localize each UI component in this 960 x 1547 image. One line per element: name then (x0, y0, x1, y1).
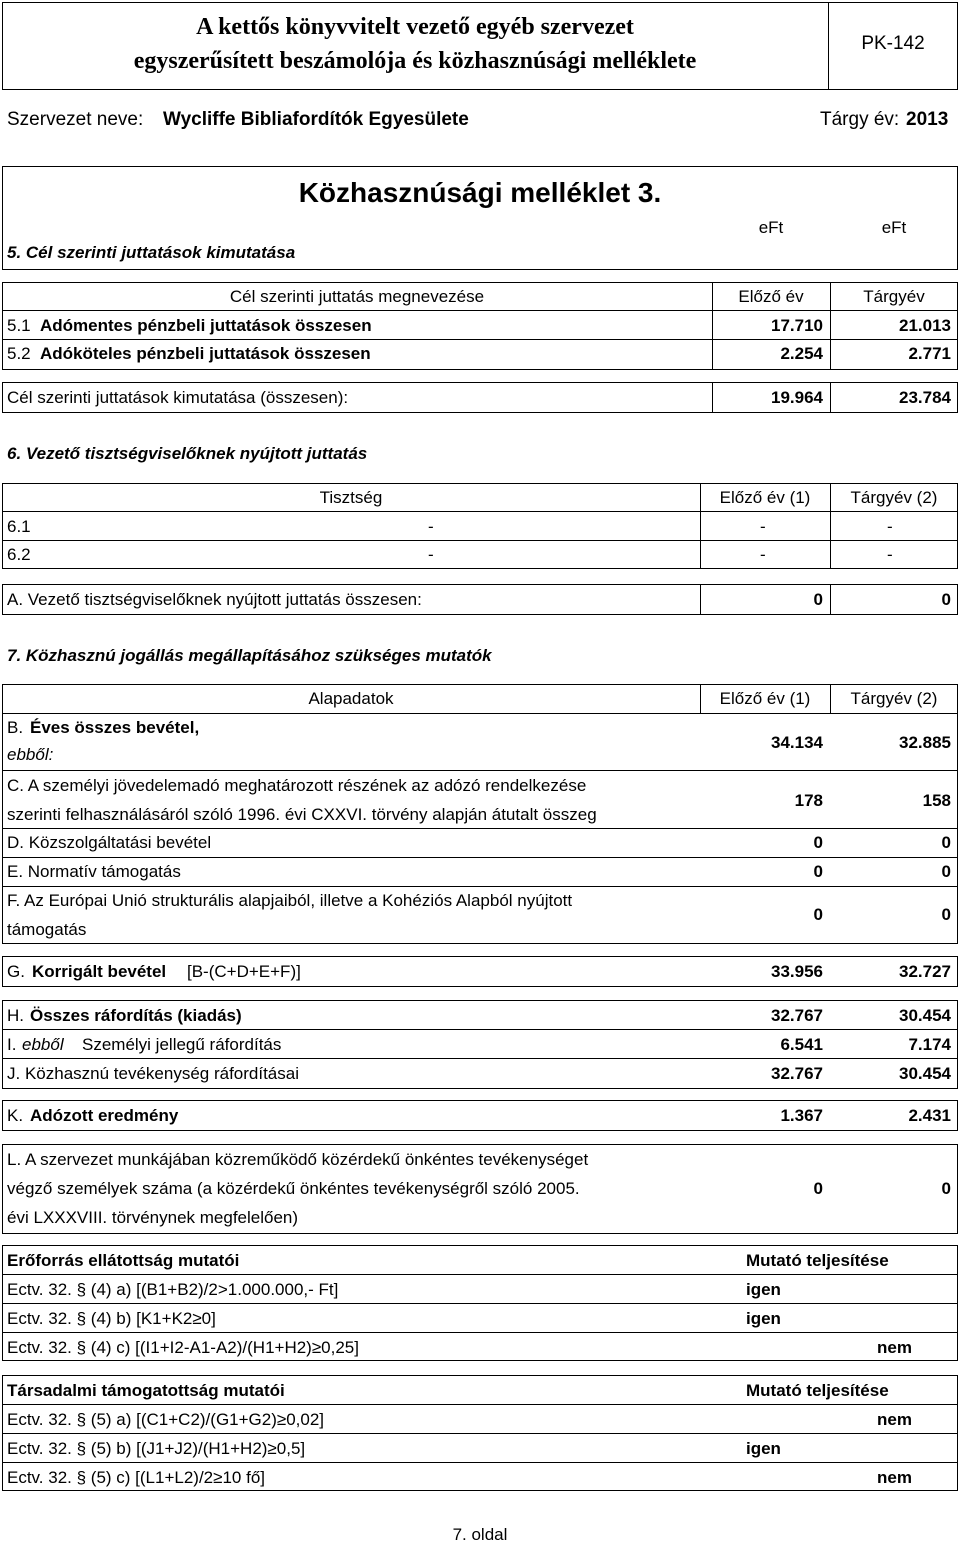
social-title: Társadalmi támogatottság mutatói (7, 1381, 285, 1400)
social-line3 (2, 1462, 958, 1463)
row-b-code: B. (7, 718, 24, 737)
row-l-prev: 0 (813, 1179, 823, 1198)
section5-total-label: Cél szerinti juttatások kimutatása (összesen): (7, 388, 349, 407)
row-i-code: I. (7, 1035, 17, 1054)
section5-col-name: Cél szerinti juttatás megnevezése (229, 287, 485, 306)
social-row-b-label: Ectv. 32. § (5) b) [(J1+J2)/(H1+H2)≥0,5] (7, 1439, 306, 1458)
resource-row-c-label: Ectv. 32. § (4) c) [(I1+I2-A1-A2)/(H1+H2)≥0,25] (7, 1338, 359, 1357)
resource-row-a-prev: igen (746, 1280, 781, 1299)
row-g-label: Korrigált bevétel (32, 962, 167, 981)
row-b-label: Éves összes bevétel, (30, 718, 200, 737)
section7-col-curr: Tárgyév (2) (850, 689, 938, 708)
row-b-prev: 34.134 (771, 733, 823, 752)
row-6-2-curr: - (887, 545, 893, 564)
row-6-2-name: - (428, 545, 434, 564)
row-5-1-curr: 21.013 (899, 316, 951, 335)
section7-col-prev: Előző év (1) (719, 689, 811, 708)
row-f-curr: 0 (941, 905, 951, 924)
section6-col-name: Tisztség (319, 488, 383, 507)
unit-eft-prev: eFt (758, 218, 784, 237)
row-i-curr: 7.174 (908, 1035, 951, 1054)
s7-line-header (2, 713, 958, 714)
organization-name: Wycliffe Bibliafordítók Egyesülete (163, 109, 469, 130)
row-j-prev: 32.767 (771, 1064, 823, 1083)
form-code: PK-142 (861, 33, 925, 54)
section6-header-line (2, 511, 958, 512)
section5-header-line (2, 310, 958, 311)
row-j-curr: 30.454 (899, 1064, 951, 1083)
row-c-line2: szerinti felhasználásáról szóló 1996. évi CXXVI. törvény alapján átutalt összeg (7, 805, 597, 824)
row-5-1-label: Adómentes pénzbeli juttatások összesen (40, 316, 372, 335)
resource-row-a-label: Ectv. 32. § (4) a) [(B1+B2)/2>1.000.000,- Ft] (7, 1280, 339, 1299)
row-5-2-curr: 2.771 (908, 344, 951, 363)
row-5-1-prev: 17.710 (771, 316, 823, 335)
section6-col-prev: Előző év (1) (719, 488, 811, 507)
section5-total-curr: 23.784 (899, 388, 951, 407)
s7-line-d (2, 857, 958, 858)
section7-col-name: Alapadatok (308, 689, 394, 708)
section5-col-prev: Előző év (738, 287, 804, 306)
document-title-line2: egyszerűsített beszámolója és közhasznúsági melléklete (133, 48, 697, 74)
row-l-line1: L. A szervezet munkájában közreműködő közérdekű önkéntes tevékenységet (7, 1150, 589, 1169)
resource-line2 (2, 1303, 958, 1304)
row-l-curr: 0 (941, 1179, 951, 1198)
row-5-2-code: 5.2 (7, 344, 31, 363)
row-g-formula: [B-(C+D+E+F)] (187, 962, 301, 981)
resource-line3 (2, 1332, 958, 1333)
annex-title: Közhasznúsági melléklet 3. (298, 177, 662, 208)
section5-col-curr: Tárgyév (863, 287, 925, 306)
s7-line-e (2, 886, 958, 887)
row-l-line3: évi LXXXVIII. törvénynek megfelelően) (7, 1208, 299, 1227)
year-value: 2013 (906, 109, 949, 130)
row-h-prev: 32.767 (771, 1006, 823, 1025)
social-line1 (2, 1404, 958, 1405)
row-k-curr: 2.431 (908, 1106, 951, 1125)
row-g-curr: 32.727 (899, 962, 951, 981)
row-e-curr: 0 (941, 862, 951, 881)
row-g-code: G. (7, 962, 25, 981)
row-6-1-curr: - (887, 517, 893, 536)
row-f-prev: 0 (813, 905, 823, 924)
row-k-prev: 1.367 (780, 1106, 823, 1125)
row-6-1-prev: - (760, 517, 766, 536)
social-row-a-curr: nem (877, 1410, 912, 1429)
row-i-line (2, 1058, 958, 1059)
row-h-curr: 30.454 (899, 1006, 951, 1025)
social-row-a-label: Ectv. 32. § (5) a) [(C1+C2)/(G1+G2)≥0,02] (7, 1410, 325, 1429)
row-f-line1: F. Az Európai Unió strukturális alapjaiból, illetve a Kohéziós Alapból nyújtott (7, 891, 573, 910)
row-d-label: D. Közszolgáltatási bevétel (7, 833, 212, 852)
row-5-1-code: 5.1 (7, 316, 31, 335)
row-k-label: Adózott eredmény (30, 1106, 179, 1125)
section7-title: 7. Közhasznú jogállás megállapításához szükséges mutatók (7, 646, 492, 665)
section6-total-label: A. Vezető tisztségviselőknek nyújtott juttatás összesen: (7, 590, 422, 609)
row-g-prev: 33.956 (771, 962, 823, 981)
row-h-label: Összes ráfordítás (kiadás) (30, 1006, 242, 1025)
social-row-b-prev: igen (746, 1439, 781, 1458)
page-number: 7. oldal (452, 1525, 508, 1544)
social-row-c-label: Ectv. 32. § (5) c) [(L1+L2)/2≥10 fő] (7, 1468, 265, 1487)
social-col: Mutató teljesítése (746, 1381, 889, 1400)
section5-title: 5. Cél szerinti juttatások kimutatása (7, 243, 296, 262)
organization-label: Szervezet neve: (7, 109, 144, 130)
row-i-label: Személyi jellegű ráfordítás (82, 1035, 282, 1054)
section5-row-line (2, 339, 958, 340)
row-l-line2: végző személyek száma (a közérdekű önkéntes tevékenységről szóló 2005. (7, 1179, 580, 1198)
section5-total-prev: 19.964 (771, 388, 823, 407)
row-h-line (2, 1029, 958, 1030)
social-row-c-curr: nem (877, 1468, 912, 1487)
row-c-line1: C. A személyi jövedelemadó meghatározott részének az adózó rendelkezése (7, 776, 587, 795)
row-d-prev: 0 (813, 833, 823, 852)
row-c-curr: 158 (922, 791, 951, 810)
row-6-2-code: 6.2 (7, 545, 31, 564)
row-5-2-prev: 2.254 (780, 344, 823, 363)
s7-line-c (2, 828, 958, 829)
row-e-label: E. Normatív támogatás (7, 862, 181, 881)
row-b-curr: 32.885 (899, 733, 951, 752)
row-j-label: J. Közhasznú tevékenység ráfordításai (7, 1064, 299, 1083)
resource-title: Erőforrás ellátottság mutatói (7, 1251, 240, 1270)
section6-total-prev: 0 (813, 590, 823, 609)
row-i-prev: 6.541 (780, 1035, 823, 1054)
row-i-label-italic: ebből (22, 1035, 64, 1054)
s7-line-b (2, 770, 958, 771)
resource-row-b-label: Ectv. 32. § (4) b) [K1+K2≥0] (7, 1309, 216, 1328)
row-c-prev: 178 (794, 791, 823, 810)
row-e-prev: 0 (813, 862, 823, 881)
row-k-code: K. (7, 1106, 24, 1125)
row-b-sub: ebből: (7, 745, 54, 764)
resource-row-b-prev: igen (746, 1309, 781, 1328)
social-line2 (2, 1433, 958, 1434)
row-6-2-prev: - (760, 545, 766, 564)
row-d-curr: 0 (941, 833, 951, 852)
year-label: Tárgy év: (820, 109, 900, 130)
section6-total-curr: 0 (941, 590, 951, 609)
document-title-line1: A kettős könyvvitelt vezető egyéb szervezet (196, 14, 634, 40)
row-h-code: H. (7, 1006, 24, 1025)
section6-row-line (2, 540, 958, 541)
resource-line1 (2, 1274, 958, 1275)
unit-eft-curr: eFt (881, 218, 907, 237)
section6-title: 6. Vezető tisztségviselőknek nyújtott juttatás (7, 444, 368, 463)
row-6-1-code: 6.1 (7, 517, 31, 536)
resource-col: Mutató teljesítése (746, 1251, 889, 1270)
row-5-2-label: Adóköteles pénzbeli juttatások összesen (40, 344, 371, 363)
row-6-1-name: - (428, 517, 434, 536)
row-f-line2: támogatás (7, 920, 87, 939)
resource-row-c-curr: nem (877, 1338, 912, 1357)
section6-col-curr: Tárgyév (2) (850, 488, 938, 507)
